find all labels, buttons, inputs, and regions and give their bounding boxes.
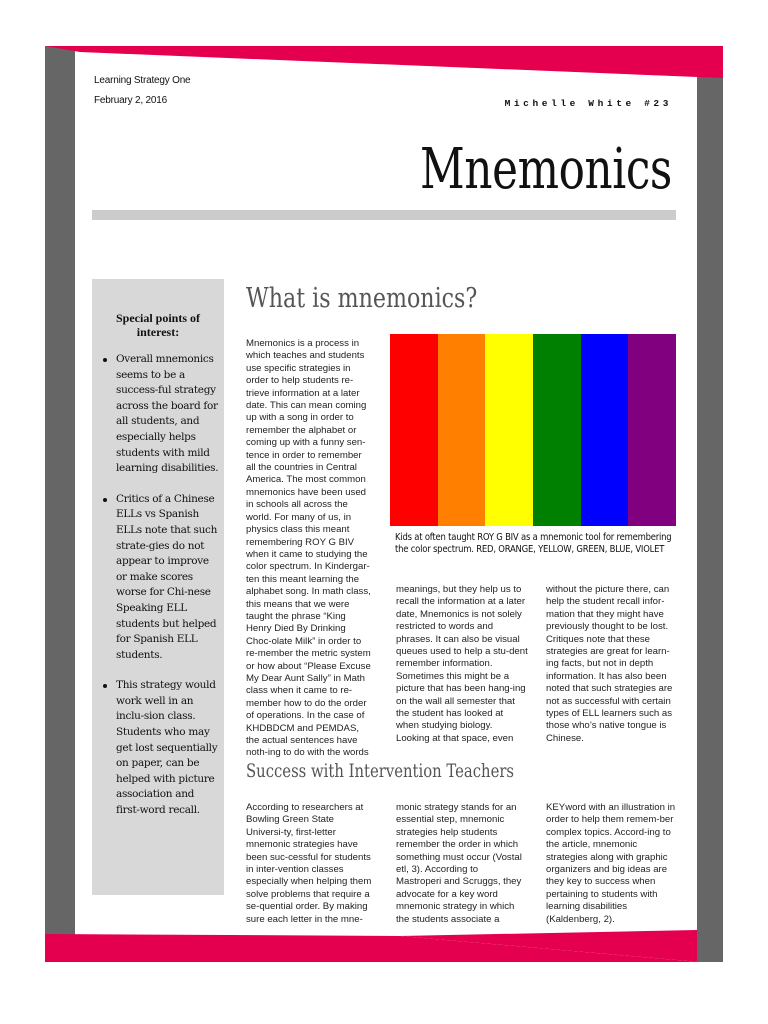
rainbow-stripe-violet [628, 334, 676, 526]
sidebar-point: Critics of a Chinese ELLs vs Spanish ELLs note that such strate-gies do not appear to improve or make scores worse for Chi-nese Speaking ELL students but helped for Spanish ELL students. [101, 492, 219, 664]
issue-date: February 2, 2016 [94, 95, 167, 106]
rainbow-stripe-red [390, 334, 438, 526]
article-column-1: Mnemonics is a process in which teaches and students use specific strategies in order to help students re-trieve information at a later date. This can mean coming up with a song in order to remember the alphabet or coming up with a funny sen-tence in order to remember all the countries in Central America. The most common mnemonics have been used in schools all across the world. For many of us, in physics class this meant remembering ROY G BIV when it came to studying the color spectrum. In Kindergar-ten this meant learning the alphabet song. In math class, this means that we were taught the phrase “King Henry Died By Drinking Choc-olate Milk” in order to re-member the metric system or how about “Please Excuse My Dear Aunt Sally” in Math class when it came to re-member how to do the order of operations. In the case of KHDBDCM and PEMDAS, the actual sentences have noth-ing to do with the words [246, 338, 371, 759]
article-column-3: without the picture there, can help the student recall infor-mation that they might have previously thought to be lost. Critiques note that these strategies are great for learn-ing facts, but not in depth information. It has also been noted that such strategies are not as successful with certain types of ELL learners such as those who’s native tongue is Chinese. [546, 584, 673, 744]
author-line: Michelle White #23 [504, 98, 672, 109]
rainbow-stripe-green [533, 334, 581, 526]
article-column-2: meanings, but they help us to recall the information at a later date, Mnemonics is not solely restricted to words and phrases. It can also be visual queues used to help a stu-dent remember information. Sometimes this might be a picture that has been hang-ing on the wall all semester that the student has looked at when studying biology. Looking at that space, even [396, 584, 528, 744]
article2-column-2: monic strategy stands for an essential step, mnemonic strategies help students remember the order in which something must occur (Vostal etl, 3). According to Mastroperi and Scruggs, they advocate for a key word mnemonic strategy in which the students associate a [396, 802, 522, 925]
series-label: Learning Strategy One [94, 75, 191, 86]
title-divider [92, 210, 676, 220]
rainbow-stripe-orange [438, 334, 486, 526]
section-heading-intervention: Success with Intervention Teachers [246, 760, 515, 782]
article2-column-3: KEYword with an illustration in order to help them remem-ber complex topics. Accord-ing to the article, mnemonic strategies along with graphic organizers and big ideas are they key to success when pertaining to students with learning disabilities (Kaldenberg, 2). [546, 802, 676, 925]
image-caption: Kids at often taught ROY G BIV as a mnemonic tool for remembering the color spectrum. RED, ORANGE, YELLOW, GREEN, BLUE, VIOLET [395, 532, 672, 556]
sidebar-point: This strategy would work well in an inclu-sion class. Students who may get lost sequentially on paper, can be helped with picture association and first-word recall. [101, 678, 219, 818]
rainbow-stripe-blue [581, 334, 629, 526]
top-accent-swoosh [45, 46, 723, 78]
left-gray-bar [45, 46, 75, 962]
rainbow-image [390, 334, 676, 526]
right-gray-bar [697, 70, 723, 962]
page-title: Mnemonics [420, 137, 672, 202]
sidebar-point: Overall mnemonics seems to be a success-ful strategy across the board for all students, and especially helps students with mild learning disabilities. [101, 352, 219, 477]
sidebar-points-list [101, 352, 219, 834]
rainbow-stripe-yellow [485, 334, 533, 526]
article2-column-1: According to researchers at Bowling Green State Universi-ty, first-letter mnemonic strategies have been suc-cessful for students in inter-vention classes especially when helping them solve problems that require a se-quential order. By making sure each letter in the mne- [246, 802, 372, 925]
section-heading-what-is-mnemonics: What is mnemonics? [246, 283, 478, 314]
sidebar-title: Special points of interest: [115, 311, 200, 339]
